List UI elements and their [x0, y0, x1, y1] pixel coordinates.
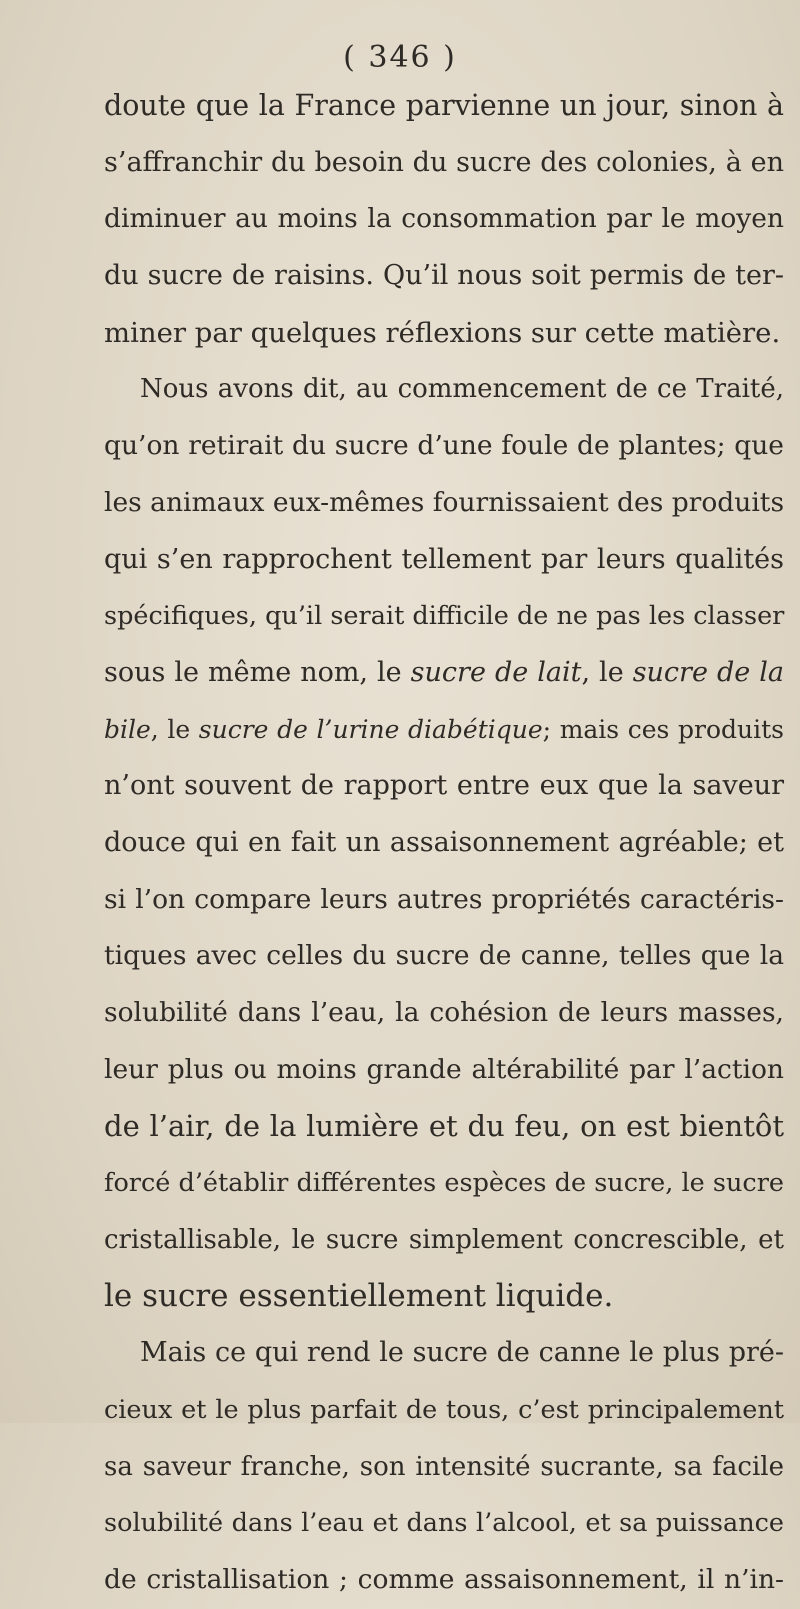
text-line: solubilité dans l’eau, la cohésion de leurs masses, [104, 997, 784, 1028]
text-line: n’ont souvent de rapport entre eux que la saveur [104, 770, 784, 802]
text-line: cieux et le plus parfait de tous, c’est principalement [104, 1394, 784, 1425]
text-line: spécifiques, qu’il serait difficile de ne pas les classer [104, 601, 785, 632]
text-segment: , le [150, 714, 199, 744]
text-line: forcé d’établir différentes espèces de sucre, le sucre [104, 1168, 784, 1199]
text-line: leur plus ou moins grande altérabilité par l’action [104, 1053, 784, 1085]
italic-term: sucre de lait [410, 656, 582, 688]
text-line: s’affranchir du besoin du sucre des colonies, à en [104, 146, 784, 178]
text-line: qui s’en rapprochent tellement par leurs qualités [104, 543, 784, 575]
text-line: miner par quelques réflexions sur cette matière. [104, 316, 781, 349]
italic-term: sucre de l’urine diabétique [198, 714, 543, 744]
text-line: sa saveur franche, son intensité sucrante, sa facile [104, 1451, 784, 1482]
text-line: le sucre essentiellement liquide. [104, 1278, 614, 1315]
body-text [104, 78, 784, 1609]
text-line: du sucre de raisins. Qu’il nous soit permis de ter- [104, 260, 784, 292]
text-line: de l’air, de la lumière et du feu, on est bientôt [104, 1109, 784, 1144]
text-line: doute que la France parvienne un jour, sinon à [104, 89, 784, 122]
text-line: qu’on retirait du sucre d’une foule de plantes; que [104, 430, 784, 462]
text-line: cristallisable, le sucre simplement concrescible, et [104, 1224, 784, 1255]
text-line: si l’on compare leurs autres propriétés caractéris- [104, 883, 784, 915]
page-number: ( 346 ) [343, 40, 457, 75]
text-line: solubilité dans l’eau et dans l’alcool, et sa puissance [104, 1508, 784, 1539]
text-line: Mais ce qui rend le sucre de canne le plus pré- [140, 1337, 784, 1369]
text-line: douce qui en fait un assaisonnement agréable; et [104, 826, 784, 858]
text-segment: ; mais ces produits [542, 714, 784, 744]
text-line: Nous avons dit, au commencement de ce Traité, [140, 374, 784, 405]
text-line: les animaux eux-mêmes fournissaient des produits [104, 486, 785, 518]
text-line: de cristallisation ; comme assaisonnement, il n’in- [104, 1563, 784, 1595]
text-line: tiques avec celles du sucre de canne, telles que la [104, 940, 784, 972]
text-segment: , le [581, 656, 633, 688]
italic-term: sucre de la [632, 656, 784, 688]
text-line [104, 702, 784, 759]
text-line [104, 645, 784, 702]
text-segment: sous le même nom, le [104, 656, 411, 688]
text-line: diminuer au moins la consommation par le moyen [104, 203, 784, 235]
italic-term: bile [104, 714, 151, 744]
